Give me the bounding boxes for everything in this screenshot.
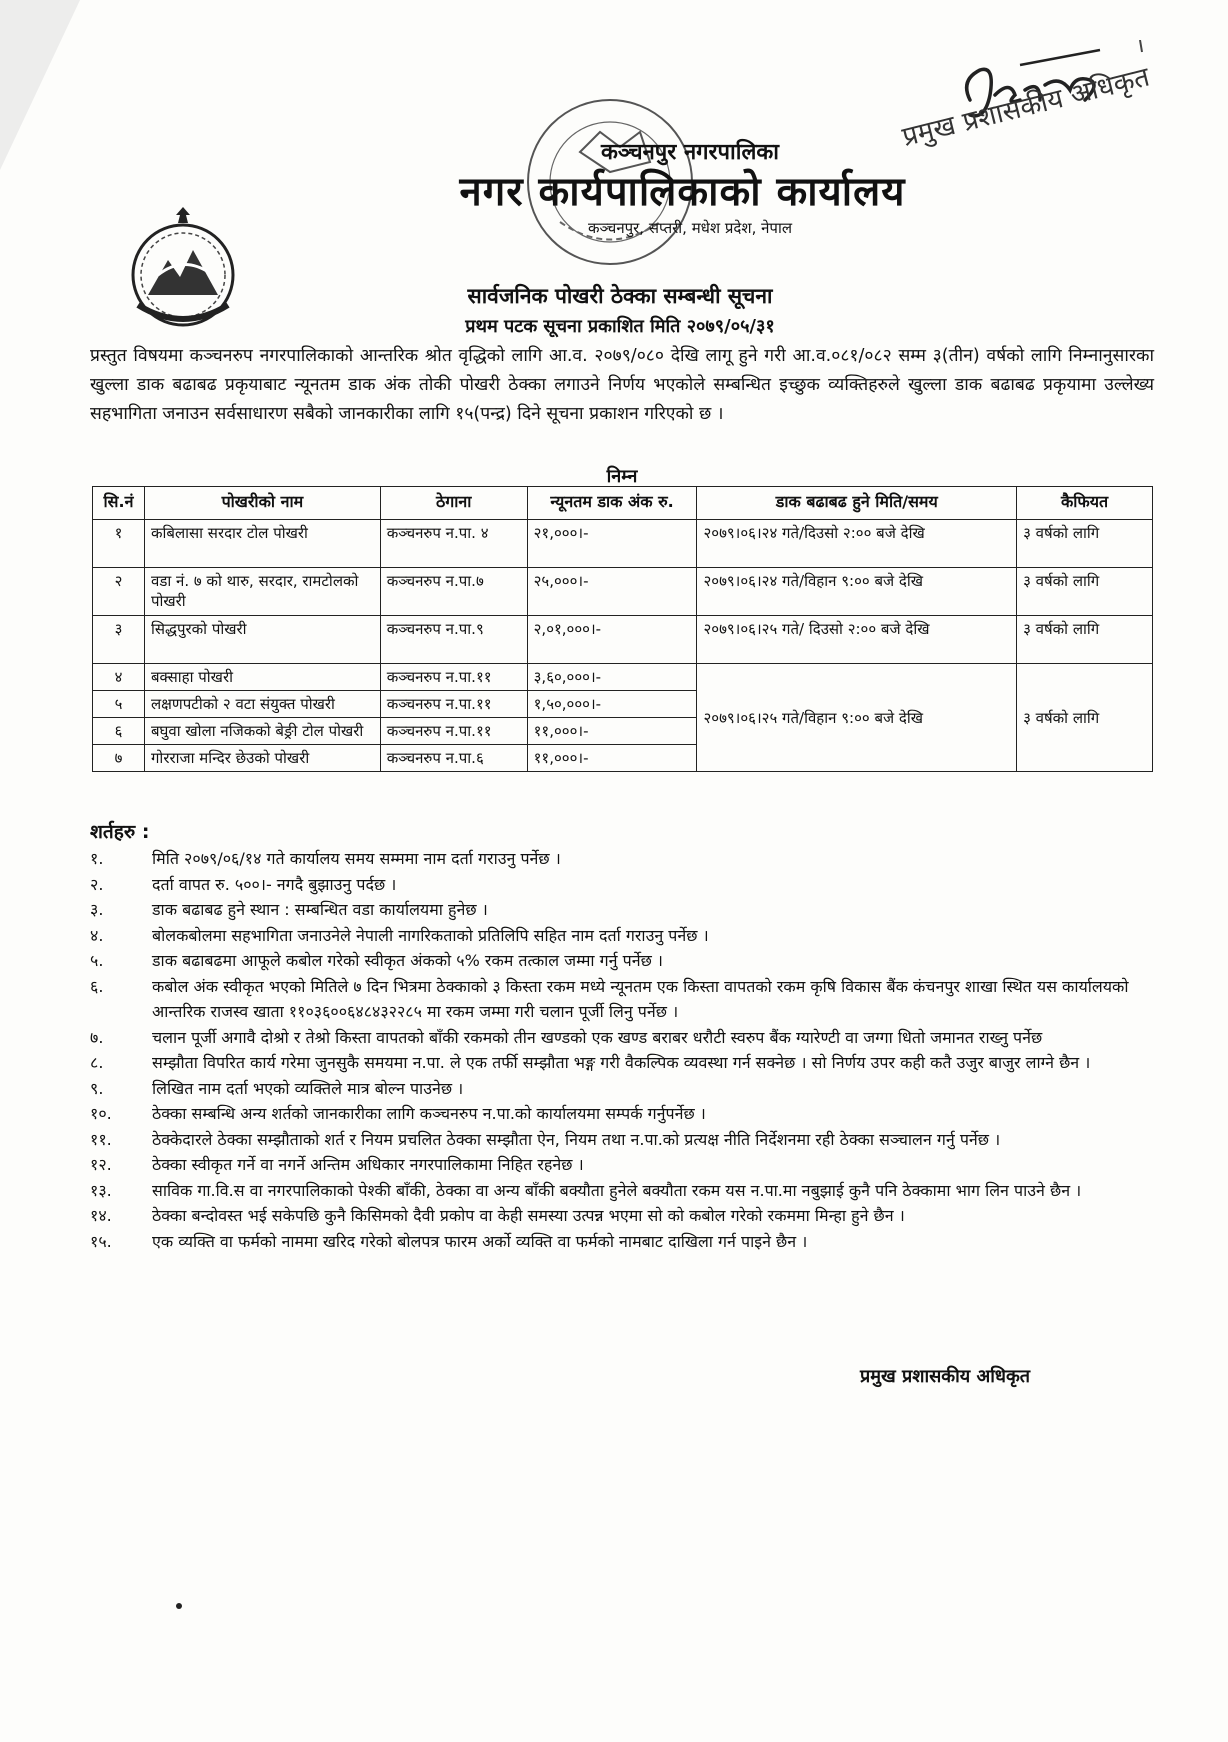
term-item [90,897,1170,923]
signatory-designation: प्रमुख प्रशासकीय अधिकृत [860,1366,1031,1387]
stamp-designation: प्रमुख प्रशासकीय अधिकृत [899,61,1153,153]
header-auction-datetime: डाक बढाबढ हुने मिति/समय [697,487,1017,520]
cell-remark: ३ वर्षको लागि [1017,568,1153,616]
term-number: ५. [90,951,104,970]
cell-sn: २ [93,568,145,616]
term-number: १४. [90,1206,112,1225]
cell-min-bid: ३,६०,०००।- [527,664,697,691]
office-address: कञ्चनपुर, सप्तरी, मधेश प्रदेश, नेपाल [587,219,793,237]
term-text: सम्झौता विपरित कार्य गरेमा जुनसुकै समयमा न.पा. ले एक तर्फी सम्झौता भङ्ग गरी वैकल्पिक व्यवस्था गर्न सक्नेछ । सो निर्णय उपर कही कतै उजुर बाजुर लाग्ने छैन । [152,1053,1091,1072]
cell-min-bid: २१,०००।- [527,520,697,568]
cell-address: कञ्चनरुप न.पा.११ [380,664,527,691]
term-number: १२. [90,1155,112,1174]
term-text: कबोल अंक स्वीकृत भएको मितिले ७ दिन भित्रमा ठेक्काको ३ किस्ता रकम मध्ये न्यूनतम एक किस्ता वापतको रकम कृषि विकास बैंक कंचनपुर शाखा स्थित यस कार्यालयको आन्तरिक राजस्व खाता ११०३६००६४८४३२२८५ मा रकम जम्मा गरी चलान पूर्जी लिनु पर्नेछ । [152,976,1129,1021]
cell-address: कञ्चनरुप न.पा.११ [380,691,527,718]
terms-heading: शर्तहरु : [90,821,150,843]
cell-pond-name: बक्साहा पोखरी [144,664,380,691]
ink-dot [176,1603,182,1609]
header-min-bid: न्यूनतम डाक अंक रु. [527,487,697,520]
term-item [90,1178,1170,1204]
cell-remark: ३ वर्षको लागि [1017,520,1153,568]
term-item [90,948,1170,974]
term-text: बोलकबोलमा सहभागिता जनाउनेले नेपाली नागरिकताको प्रतिलिपि सहित नाम दर्ता गराउनु पर्नेछ । [152,925,709,945]
office-title: नगर कार्यपालिकाको कार्यालय [459,169,906,215]
municipality-name: कञ्चनपुर नगरपालिका [601,140,779,165]
term-item [90,1076,1170,1102]
cell-auction-datetime-merged: २०७९।०६।२५ गते/विहान ९:०० बजे देखि [697,664,1017,772]
cell-address: कञ्चनरुप न.पा.६ [380,745,527,772]
term-text: ठेक्का सम्बन्धि अन्य शर्तको जानकारीका लागि कञ्चनरुप न.पा.को कार्यालयमा सम्पर्क गर्नुपर्नेछ । [152,1104,706,1123]
notice-publish-date: प्रथम पटक सूचना प्रकाशित मिति २०७९/०५/३१ [465,316,775,337]
term-item [90,1203,1170,1229]
term-number: १०. [90,1104,112,1123]
term-text: चलान पूर्जी अगावै दोश्रो र तेश्रो किस्ता वापतको बाँकी रकमको तीन खण्डको एक खण्ड बराबर धरौटी स्वरुप बैंक ग्यारेण्टी वा जग्गा धितो जमानत राख्नु पर्नेछ [152,1027,1043,1047]
term-text: दर्ता वापत रु. ५००।- नगदै बुझाउनु पर्दछ । [152,874,397,894]
term-number: ११. [90,1129,112,1149]
term-text: डाक बढाबढमा आफूले कबोल गरेको स्वीकृत अंकको ५% रकम तत्काल जम्मा गर्नु पर्नेछ । [152,951,663,970]
table-caption: निम्न [606,466,638,487]
term-number: ३. [90,900,104,919]
term-number: ६. [90,976,104,996]
cell-sn: ४ [93,664,145,691]
term-text: ठेक्केदारले ठेक्का सम्झौताको शर्त र नियम प्रचलित ठेक्का सम्झौता ऐन, नियम तथा न.पा.को प्रत्यक्ष नीति निर्देशनमा रही ठेक्का सञ्चालन गर्नु पर्नेछ । [152,1129,1001,1149]
cell-pond-name: बघुवा खोला नजिकको बेङ्री टोल पोखरी [144,718,380,745]
pond-contract-table [92,486,1153,772]
notice-intro: प्रस्तुत विषयमा कञ्चनरुप नगरपालिकाको आन्तरिक श्रोत वृद्धिको लागि आ.व. २०७९/०८० देखि लागू हुने गरी आ.व.०८१/०८२ सम्म ३(तीन) वर्षको लागि निम्नानुसारका खुल्ला डाक बढाबढ प्रकृयाबाट न्यूनतम डाक अंक तोकी पोखरी ठेक्का लगाउने निर्णय भएकोले सम्बन्धित इच्छुक व्यक्तिहरुले खुल्ला डाक बढाबढ प्रकृयामा उल्लेख्य सहभागिता जनाउन सर्वसाधारण सबैको जानकारीका लागि १५(पन्द्र) दिने सूचना प्रकाशन गरिएको छ । [90,346,1154,424]
cell-min-bid: १,५०,०००।- [527,691,697,718]
term-number: १३. [90,1180,112,1200]
term-text: एक व्यक्ति वा फर्मको नाममा खरिद गरेको बोलपत्र फारम अर्को व्यक्ति वा फर्मको नामबाट दाखिला गर्न पाइने छैन । [152,1231,808,1251]
cell-pond-name: कबिलासा सरदार टोल पोखरी [144,520,380,568]
term-number: ७. [90,1027,104,1047]
cell-pond-name: गोरराजा मन्दिर छेउको पोखरी [144,745,380,772]
term-item [90,974,1170,1025]
cell-min-bid: ११,०००।- [527,718,697,745]
table-header-row [93,487,1153,520]
cell-pond-name: वडा नं. ७ को थारु, सरदार, रामटोलको पोखरी [144,568,380,616]
term-item [90,1101,1170,1127]
header-sn: सि.नं [93,487,145,520]
table-row [93,520,1153,568]
header-address: ठेगाना [380,487,527,520]
cell-auction-datetime: २०७९।०६।२५ गते/ दिउसो २:०० बजे देखि [697,616,1017,664]
cell-pond-name: लक्षणपटीको २ वटा संयुक्त पोखरी [144,691,380,718]
cell-sn: ६ [93,718,145,745]
term-number: ४. [90,925,104,945]
term-text: साविक गा.वि.स वा नगरपालिकाको पेश्की बाँकी, ठेक्का वा अन्य बाँकी बक्यौता हुनेले बक्यौता रकम यस न.पा.मा नबुझाई कुनै पनि ठेक्कामा भाग लिन पाउने छैन । [152,1180,1082,1200]
term-item [90,1152,1170,1178]
cell-sn: ५ [93,691,145,718]
term-number: ९. [90,1078,104,1098]
term-item [90,923,1170,949]
cell-address: कञ्चनरुप न.पा.७ [380,568,527,616]
term-number: ८. [90,1053,104,1072]
cell-auction-datetime: २०७९।०६।२४ गते/दिउसो २:०० बजे देखि [697,520,1017,568]
cell-sn: ३ [93,616,145,664]
term-item [90,1127,1170,1153]
table-row [93,616,1153,664]
term-text: ठेक्का बन्दोवस्त भई सकेपछि कुनै किसिमको दैवी प्रकोप वा केही समस्या उत्पन्न भएमा सो को कबोल गरेको रकममा मिन्हा हुने छैन । [152,1206,905,1225]
table-row [93,664,1153,691]
terms-list [90,846,1170,1254]
cell-min-bid: २,०१,०००।- [527,616,697,664]
cell-sn: ७ [93,745,145,772]
cell-min-bid: ११,०००।- [527,745,697,772]
term-number: २. [90,874,104,894]
table-row [93,568,1153,616]
cell-pond-name: सिद्धपुरको पोखरी [144,616,380,664]
term-number: १५. [90,1231,112,1251]
cell-sn: १ [93,520,145,568]
term-item [90,1229,1170,1255]
cell-address: कञ्चनरुप न.पा. ४ [380,520,527,568]
header-pond-name: पोखरीको नाम [144,487,380,520]
header-remark: कैफियत [1017,487,1153,520]
cell-remark-merged: ३ वर्षको लागि [1017,664,1153,772]
cell-auction-datetime: २०७९।०६।२४ गते/विहान ९:०० बजे देखि [697,568,1017,616]
term-text: डाक बढाबढ हुने स्थान : सम्बन्धित वडा कार्यालयमा हुनेछ । [152,900,488,919]
term-item [90,1050,1170,1076]
folded-corner [0,0,80,170]
cell-address: कञ्चनरुप न.पा.११ [380,718,527,745]
term-text: लिखित नाम दर्ता भएको व्यक्तिले मात्र बोल्न पाउनेछ । [152,1078,464,1098]
cell-remark: ३ वर्षको लागि [1017,616,1153,664]
term-item [90,872,1170,898]
notice-title: सार्वजनिक पोखरी ठेक्का सम्बन्धी सूचना [467,284,773,308]
cell-min-bid: २५,०००।- [527,568,697,616]
term-text: मिति २०७९/०६/१४ गते कार्यालय समय सम्ममा नाम दर्ता गराउनु पर्नेछ । [152,849,561,868]
term-item [90,1025,1170,1051]
term-number: १. [90,849,104,868]
cell-address: कञ्चनरुप न.पा.९ [380,616,527,664]
term-text: ठेक्का स्वीकृत गर्ने वा नगर्ने अन्तिम अधिकार नगरपालिकामा निहित रहनेछ । [152,1155,584,1174]
office-header [250,136,990,238]
term-item [90,846,1170,872]
